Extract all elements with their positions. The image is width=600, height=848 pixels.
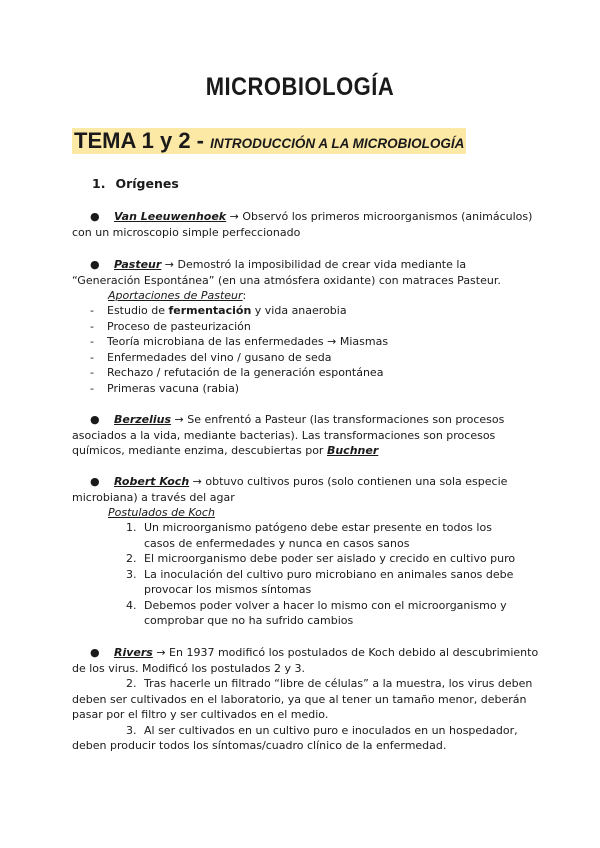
- dash: -: [90, 366, 94, 379]
- bullet: ●: [90, 646, 100, 659]
- item-text: Enfermedades del vino / gusano de seda: [107, 351, 332, 364]
- section-title: Orígenes: [115, 176, 179, 191]
- postulate-text: El microorganismo debe poder ser aislado y crecido en cultivo puro: [144, 552, 516, 565]
- koch-line-2: microbiana) a través del agar: [72, 491, 235, 504]
- berzelius-name: Berzelius: [114, 413, 172, 426]
- dash: -: [90, 382, 94, 395]
- item-text: Proceso de pasteurización: [107, 320, 251, 333]
- koch-postulate-1: [126, 520, 492, 535]
- postulate-text: La inoculación del cultivo puro microbiano en animales sanos debe: [144, 568, 514, 581]
- topic-subtitle: INTRODUCCIÓN A LA MICROBIOLOGÍA: [210, 136, 465, 151]
- berzelius-line-1: [90, 412, 504, 427]
- bullet: ●: [90, 413, 100, 426]
- topic-heading: [72, 128, 466, 154]
- pasteur-contributions-label: [108, 288, 246, 303]
- koch-postulate-4: [126, 598, 507, 613]
- pasteur-item: [90, 381, 239, 396]
- berzelius-text: químicos, mediante enzima, descubiertas por: [72, 444, 327, 457]
- postulate-text: Un microorganismo patógeno debe estar presente en todos los: [144, 521, 492, 534]
- item-text: Estudio de: [107, 304, 169, 317]
- rivers-point-3-cont: deben producir todos los síntomas/cuadro clínico de la enfermedad.: [72, 739, 447, 752]
- bullet: ●: [90, 258, 100, 271]
- buchner-name: Buchner: [326, 444, 379, 457]
- leeuwenhoek-name: Van Leeuwenhoek: [114, 210, 227, 223]
- bullet: ●: [90, 210, 100, 223]
- item-text: Rechazo / refutación de la generación espontánea: [107, 366, 384, 379]
- contributions-label-text: Aportaciones de Pasteur: [108, 289, 243, 302]
- koch-postulate-4-cont: comprobar que no ha sufrido cambios: [144, 614, 354, 627]
- postulate-number: 2.: [126, 552, 137, 565]
- koch-line-1: [90, 474, 507, 489]
- point-number: 2.: [126, 677, 137, 690]
- leeuwenhoek-line-2: con un microscopio simple perfeccionado: [72, 226, 301, 239]
- berzelius-line-2: asociados a la vida, mediante bacterias). Las transformaciones son procesos: [72, 429, 496, 442]
- rivers-line-2: de los virus. Modificó los postulados 2 y 3.: [72, 662, 305, 675]
- pasteur-item: [90, 303, 347, 318]
- pasteur-text: → Demostró la imposibilidad de crear vida mediante la: [161, 258, 467, 271]
- rivers-point-2: [126, 676, 532, 691]
- postulates-label-text: Postulados de Koch: [108, 506, 215, 519]
- point-text: Tras hacerle un filtrado “libre de células” a la muestra, los virus deben: [144, 677, 533, 690]
- rivers-point-3: [126, 723, 518, 738]
- pasteur-item: [90, 365, 383, 380]
- dash: -: [90, 304, 94, 317]
- pasteur-name: Pasteur: [114, 258, 162, 271]
- postulate-number: 3.: [126, 568, 137, 581]
- point-number: 3.: [126, 724, 137, 737]
- rivers-name: Rivers: [114, 646, 153, 659]
- topic-number: TEMA 1 y 2 -: [74, 128, 211, 153]
- bullet: ●: [90, 475, 100, 488]
- document-title: MICROBIOLOGÍA: [205, 72, 395, 101]
- koch-postulate-2: [126, 551, 515, 566]
- leeuwenhoek-text: → Observó los primeros microorganismos (animáculos): [226, 210, 533, 223]
- pasteur-item: [90, 334, 388, 349]
- section-number: 1.: [92, 176, 106, 191]
- koch-postulate-1-cont: casos de enfermedades y nunca en casos sanos: [144, 537, 410, 550]
- postulate-text: Debemos poder volver a hacer lo mismo con el microorganismo y: [144, 599, 507, 612]
- postulate-number: 4.: [126, 599, 137, 612]
- item-text: y vida anaerobia: [251, 304, 347, 317]
- koch-name: Robert Koch: [114, 475, 190, 488]
- item-text: Teoría microbiana de las enfermedades → Miasmas: [107, 335, 389, 348]
- rivers-line-1: [90, 645, 538, 660]
- pasteur-item: [90, 350, 331, 365]
- point-text: Al ser cultivados en un cultivo puro e inoculados en un hospedador,: [144, 724, 518, 737]
- rivers-point-2-cont: deben ser cultivados en el laboratorio, ya que al tener un tamaño menor, deberán: [72, 693, 527, 706]
- koch-postulate-3-cont: provocar los mismos síntomas: [144, 583, 312, 596]
- berzelius-text: → Se enfrentó a Pasteur (las transformaciones son procesos: [171, 413, 505, 426]
- pasteur-line-2: “Generación Espontánea” (en una atmósfera oxidante) con matraces Pasteur.: [72, 274, 501, 287]
- koch-text: → obtuvo cultivos puros (solo contienen una sola especie: [189, 475, 508, 488]
- koch-postulate-3: [126, 567, 513, 582]
- pasteur-line-1: [90, 257, 466, 272]
- section-heading: [92, 176, 179, 191]
- leeuwenhoek-line-1: [90, 209, 532, 224]
- rivers-text: → En 1937 modificó los postulados de Koch debido al descubrimiento: [152, 646, 539, 659]
- colon: :: [242, 289, 247, 302]
- berzelius-line-3: [72, 443, 378, 458]
- pasteur-item: [90, 319, 251, 334]
- postulate-number: 1.: [126, 521, 137, 534]
- dash: -: [90, 320, 94, 333]
- item-bold-text: fermentación: [168, 304, 252, 317]
- koch-postulates-label: [108, 505, 215, 520]
- dash: -: [90, 335, 94, 348]
- rivers-point-2-cont: pasar por el filtro y ser cultivados en el medio.: [72, 708, 329, 721]
- item-text: Primeras vacuna (rabia): [107, 382, 240, 395]
- dash: -: [90, 351, 94, 364]
